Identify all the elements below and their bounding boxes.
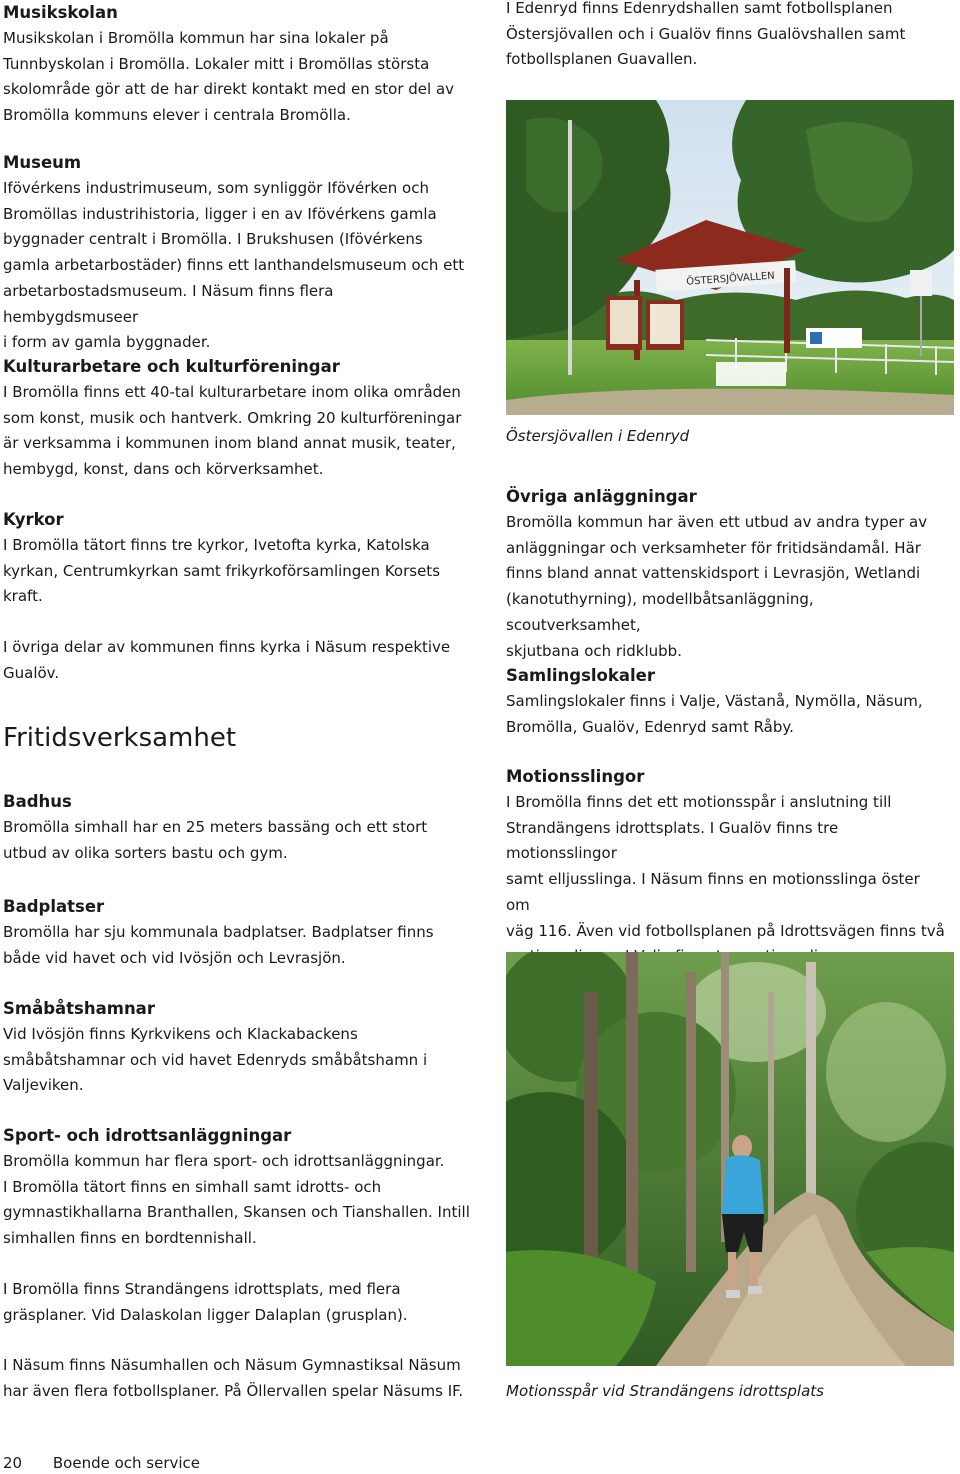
line: I övriga delar av kommunen finns kyrka i Näsum respektive — [3, 638, 451, 657]
line: gymnastikhallarna Branthallen, Skansen och Tianshallen. Intill — [3, 1203, 470, 1222]
line: gräsplaner. Vid Dalaskolan ligger Dalaplan (grusplan). — [3, 1305, 408, 1324]
text-musikskolan — [3, 26, 473, 129]
line: Samlingslokaler finns i Valje, Västanå, Nymölla, Näsum, — [506, 692, 923, 710]
heading-kyrkor: Kyrkor — [3, 510, 64, 529]
line: fotbollsplanen Guavallen. — [506, 50, 698, 69]
text-edenryd — [506, 0, 946, 73]
line: Tunnbyskolan i Bromölla. Lokaler mitt i Bromöllas största — [3, 54, 430, 73]
line: gamla arbetarbostäder) finns ett lanthandelsmuseum och ett — [3, 256, 465, 275]
text-museum — [3, 176, 473, 356]
line: (kanotuthyrning), modellbåtsanläggning, scoutverksamhet, — [506, 590, 814, 634]
photo-motionsspar — [506, 952, 954, 1366]
line: anläggningar och verksamheter för fritidsändamål. Här — [506, 538, 921, 557]
section-kyrkor — [3, 507, 473, 687]
line: Bromölla kommuns elever i centrala Bromölla. — [3, 106, 351, 125]
text-sport-3 — [3, 1353, 473, 1404]
line: I Näsum finns Näsumhallen och Näsum Gymnastiksal Näsum — [3, 1356, 461, 1375]
line: finns bland annat vattenskidsport i Levrasjön, Wetlandi — [506, 564, 921, 583]
line: är verksamma i kommunen inom bland annat musik, teater, — [3, 434, 456, 453]
text-badhus — [3, 815, 473, 866]
line: kyrkan, Centrumkyrkan samt frikyrkoförsamlingen Korsets — [3, 561, 441, 580]
section-sport — [3, 1123, 473, 1405]
line: Vid Ivösjön finns Kyrkvikens och Klackabackens — [3, 1025, 358, 1043]
text-sport-2 — [3, 1277, 473, 1328]
section-badplatser — [3, 894, 473, 971]
section-caption-2 — [506, 1380, 946, 1402]
line: I Edenryd finns Edenrydshallen samt fotbollsplanen — [506, 0, 893, 17]
text-kyrkor — [3, 533, 473, 610]
line: I Bromölla finns ett 40-tal kulturarbetare inom olika områden — [3, 383, 461, 401]
section-edenryd — [506, 0, 946, 73]
line: Bromöllas industrihistoria, ligger i en av Ifövérkens gamla — [3, 204, 437, 223]
heading-smabatshamnar: Småbåtshamnar — [3, 999, 155, 1018]
heading-badplatser: Badplatser — [3, 897, 105, 916]
line: Bromölla kommun har flera sport- och idrottsanläggningar. — [3, 1152, 445, 1170]
footer-section: Boende och service — [52, 1454, 201, 1472]
heading-motion: Motionsslingor — [506, 767, 645, 786]
line: samt elljusslinga. I Näsum finns en motionsslinga öster om — [506, 870, 920, 914]
text-motion — [506, 790, 946, 970]
heading-fritidsverksamhet: Fritidsverksamhet — [3, 723, 237, 753]
section-samlingslokaler — [506, 663, 946, 740]
heading-badhus: Badhus — [3, 792, 72, 811]
line: i form av gamla byggnader. — [3, 333, 211, 352]
page-footer — [3, 1452, 226, 1474]
line: kraft. — [3, 587, 43, 606]
section-kultur — [3, 354, 473, 483]
line: Bromölla, Gualöv, Edenryd samt Råby. — [506, 717, 794, 736]
line: Strandängens idrottsplats. I Gualöv finns tre motionsslingor — [506, 818, 839, 863]
line: Valjeviken. — [3, 1076, 84, 1095]
section-ovriga — [506, 484, 946, 664]
line: utbud av olika sorters bastu och gym. — [3, 843, 288, 862]
line: som konst, musik och hantverk. Omkring 20 kulturföreningar — [3, 408, 462, 427]
text-kyrkor-2 — [3, 635, 473, 686]
section-caption-1 — [506, 425, 946, 447]
line: hembygd, konst, dans och körverksamhet. — [3, 460, 324, 479]
line: I Bromölla finns det ett motionsspår i anslutning till — [506, 793, 892, 811]
heading-samlingslokaler: Samlingslokaler — [506, 666, 655, 685]
section-motion — [506, 764, 946, 970]
photo-ostersjovallen-illustration — [506, 100, 954, 415]
sign-text: ÖSTERSJÖVALLEN — [685, 270, 776, 288]
line: Bromölla har sju kommunala badplatser. Badplatser finns — [3, 923, 434, 941]
text-ovriga — [506, 510, 946, 664]
section-fritid — [3, 721, 473, 755]
line: I Bromölla finns Strandängens idrottsplats, med flera — [3, 1279, 401, 1298]
line: småbåtshamnar och vid havet Edenryds småbåtshamn i — [3, 1050, 428, 1069]
text-sport — [3, 1149, 473, 1252]
section-musikskolan — [3, 0, 473, 129]
heading-musikskolan: Musikskolan — [3, 3, 118, 22]
line: Gualöv. — [3, 663, 60, 682]
line: byggnader centralt i Bromölla. I Brukshusen (Ifövérkens — [3, 230, 423, 249]
heading-sport: Sport- och idrottsanläggningar — [3, 1126, 292, 1145]
line: Musikskolan i Bromölla kommun har sina lokaler på — [3, 29, 389, 47]
page-number: 20 — [3, 1454, 23, 1472]
caption-motionsspar: Motionsspår vid Strandängens idrottsplats — [506, 1382, 824, 1400]
line: Bromölla simhall har en 25 meters bassäng och ett stort — [3, 818, 428, 836]
line: Östersjövallen och i Gualöv finns Gualövshallen samt — [506, 24, 906, 43]
line: I Bromölla tätort finns en simhall samt idrotts- och — [3, 1177, 382, 1196]
line: I Bromölla tätort finns tre kyrkor, Ivetofta kyrka, Katolska — [3, 536, 430, 554]
photo-ostersjovallen — [506, 100, 954, 415]
text-badplatser — [3, 920, 473, 971]
line: arbetarbostadsmuseum. I Näsum finns flera hembygdsmuseer — [3, 281, 334, 326]
line: både vid havet och vid Ivösjön och Levrasjön. — [3, 948, 346, 967]
line: Ifövérkens industrimuseum, som synliggör Ifövérken och — [3, 179, 429, 197]
section-museum — [3, 150, 473, 356]
line: har även flera fotbollsplaner. På Öllervallen spelar Näsums IF. — [3, 1381, 464, 1400]
heading-museum: Museum — [3, 153, 82, 172]
text-kultur — [3, 380, 473, 483]
text-smabatshamnar — [3, 1022, 473, 1099]
section-smabatshamnar — [3, 996, 473, 1099]
section-badhus — [3, 789, 473, 866]
line: väg 116. Även vid fotbollsplanen på Idrottsvägen finns två — [506, 921, 945, 940]
text-samlingslokaler — [506, 689, 946, 740]
line: skolområde gör att de har direkt kontakt med en stor del av — [3, 80, 455, 99]
line: skjutbana och ridklubb. — [506, 641, 682, 660]
photo-motionsspar-illustration — [506, 952, 954, 1366]
line: simhallen finns en bordtennishall. — [3, 1229, 257, 1248]
heading-ovriga: Övriga anläggningar — [506, 487, 697, 506]
line: Bromölla kommun har även ett utbud av andra typer av — [506, 513, 928, 531]
caption-ostersjovallen: Östersjövallen i Edenryd — [506, 427, 690, 445]
heading-kultur: Kulturarbetare och kulturföreningar — [3, 357, 340, 376]
